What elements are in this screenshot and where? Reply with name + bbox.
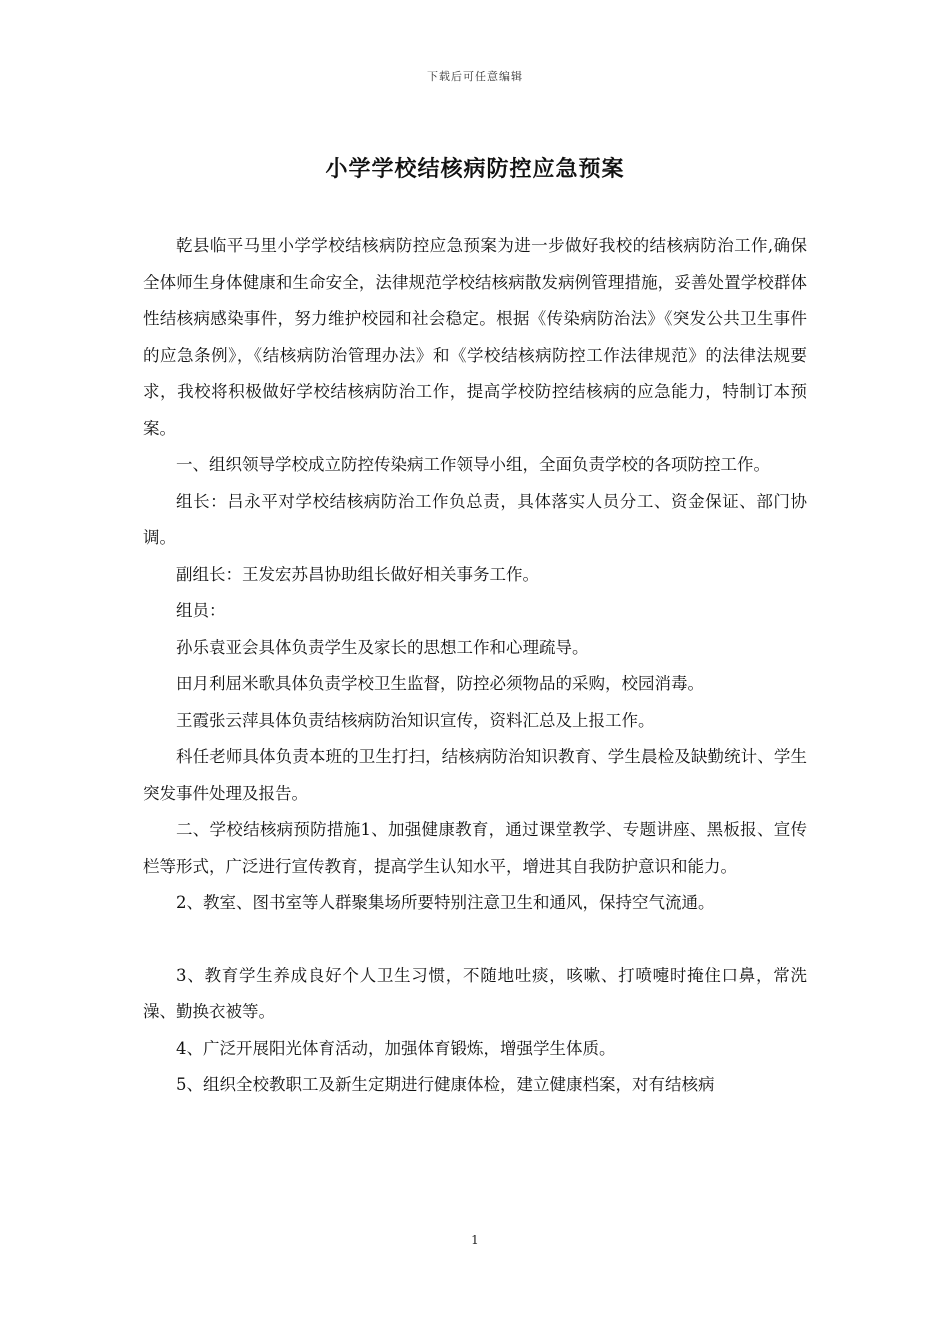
paragraph-intro: 乾县临平马里小学学校结核病防控应急预案为进一步做好我校的结核病防治工作,确保全体师生身体健康和生命安全，法律规范学校结核病散发病例管理措施，妥善处置学校群体性结核病感染事件，努力维护校园和社会稳定。根据《传染病防治法》《突发公共卫生事件的应急条例》，《结核病防治管理办法》和《学校结核病防控工作法律规范》的法律法规要求，我校将积极做好学校结核病防治工作，提高学校防控结核病的应急能力，特制订本预案。 [143, 236, 807, 438]
paragraph-organization: 一、组织领导学校成立防控传染病工作领导小组，全面负责学校的各项防控工作。 [176, 455, 770, 474]
paragraph-members-label: 组员： [176, 601, 226, 620]
header-note: 下载后可任意编辑 [427, 70, 523, 83]
paragraph-deputy-leader: 副组长：王发宏苏昌协助组长做好相关事务工作。 [176, 564, 539, 584]
paragraph-teachers: 科任老师具体负责本班的卫生打扫，结核病防治知识教育、学生晨检及缺勤统计、学生突发事件处理及报告。 [143, 747, 807, 803]
paragraph-member-3: 王霞张云萍具体负责结核病防治知识宣传，资料汇总及上报工作。 [176, 710, 655, 730]
page-number: 1 [471, 1233, 479, 1247]
paragraph-measure-5: 5、组织全校教职工及新生定期进行健康体检，建立健康档案，对有结核病 [176, 1075, 715, 1094]
document-title: 小学学校结核病防控应急预案 [325, 157, 625, 182]
paragraph-measure-2: 2、教室、图书室等人群聚集场所要特别注意卫生和通风，保持空气流通。 [176, 893, 715, 912]
paragraph-member-2: 田月利屈米歌具体负责学校卫生监督，防控必须物品的采购，校园消毒。 [176, 674, 704, 693]
document-body [143, 228, 807, 1104]
paragraph-leader: 组长：吕永平对学校结核病防治工作负总责，具体落实人员分工、资金保证、部门协调。 [143, 491, 807, 547]
paragraph-measure-4: 4、广泛开展阳光体育活动，加强体育锻炼，增强学生体质。 [176, 1038, 616, 1058]
paragraph-measures: 二、学校结核病预防措施1、加强健康教育，通过课堂教学、专题讲座、黑板报、宣传栏等形式，广泛进行宣传教育，提高学生认知水平，增进其自我防护意识和能力。 [143, 820, 807, 876]
paragraph-member-1: 孙乐袁亚会具体负责学生及家长的思想工作和心理疏导。 [176, 637, 589, 657]
paragraph-measure-3: 3、教育学生养成良好个人卫生习惯，不随地吐痰，咳嗽、打喷嚏时掩住口鼻，常洗澡、勤换衣被等。 [143, 965, 807, 1021]
